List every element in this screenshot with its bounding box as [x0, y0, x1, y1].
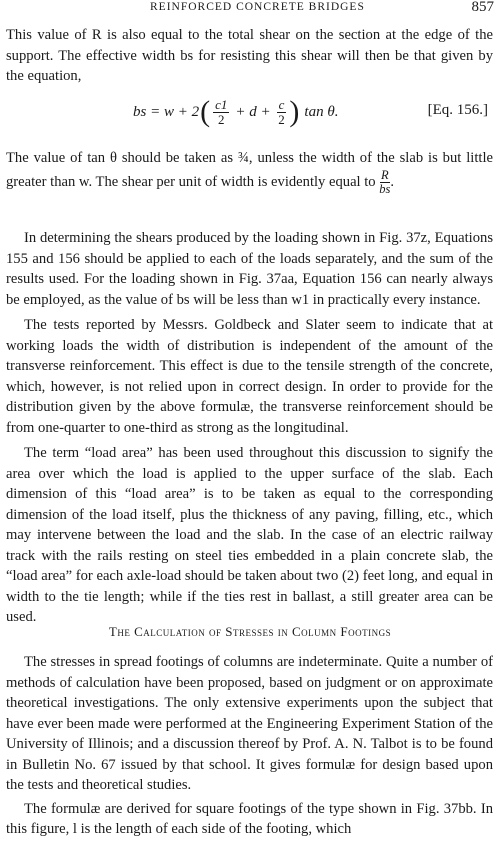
paragraph: The tests reported by Messrs. Goldbeck and Slater seem to indicate that at working loads the width of distribution is independent of the amount of the transverse reinforcement. This effect is due to the tensile strength of the concrete, which, however, is not relied upon in correct design. In order to provide for the distribution given by the above formulæ, the transverse reinforcement should be from one-quarter to one-third as strong as the longitudinal.: [6, 317, 493, 436]
fraction-r-over-bs: [379, 169, 390, 196]
paragraph: In determining the shears produced by the loading shown in Fig. 37z, Equations 155 and 156 should be applied to each of the loads separately, and the sum of the results used. For the loading shown in Fig. 37aa, Equation 156 can nearly always be employed, as the value of bs will be less than w1 in practically every instance.: [6, 230, 493, 308]
fraction-denominator: 2: [217, 111, 225, 127]
paragraph: The term “load area” has been used throughout this discussion to signify the area over which the load is applied to the upper surface of the slab. Each dimension of this “load area” is to be taken as equal to the corresponding dimension of the load itself, plus the thickness of any paving, filling, etc., which may intervene between the load and the slab. In the case of an electric railway track with the rails resting on steel ties embedded in a plain concrete slab, the “load area” for each axle-load should be taken about two (2) feet long, and equal in width to the tie length; while if the ties rest in ballast, a still greater area can be used.: [6, 445, 493, 625]
equation-156: [0, 88, 500, 136]
section-heading: The Calculation of Stresses in Column Footings: [108, 624, 392, 639]
open-paren: (: [200, 95, 211, 128]
tan-paragraph: [6, 148, 493, 196]
equation-tail: tan θ.: [304, 103, 339, 120]
paragraph-end: .: [390, 173, 395, 190]
main-paragraphs: [6, 228, 493, 628]
paragraph: The stresses in spread footings of columns are indeterminate. Quite a number of methods of calculation have been proposed, based on judgment or on approximate theoretical investigations. The only extensive experiments upon the subject that have ever been made were performed at the Engineering Experiment Station of the University of Illinois; and a discussion thereof by Prof. A. N. Talbot is to be found in Bulletin No. 67 issued by that school. It gives formulæ for design based upon the tests and theoretical studies.: [6, 654, 493, 793]
paragraph: This value of R is also equal to the total shear on the section at the edge of the support. The effective width bs for resisting this shear will then be that given by the equation,: [6, 27, 493, 84]
fraction-c-over-2: [277, 98, 287, 127]
fraction-denominator: bs: [379, 181, 391, 196]
close-paren: ): [289, 95, 300, 128]
page-number: 857: [471, 0, 494, 15]
fraction-c1-over-2: [213, 98, 229, 127]
paragraph: The formulæ are derived for square footings of the type shown in Fig. 37bb. In this figure, l is the length of each side of the footing, which: [6, 800, 493, 837]
equation-label: [Eq. 156.]: [427, 102, 488, 118]
fraction-numerator: R: [381, 167, 389, 182]
running-title: REINFORCED CONCRETE BRIDGES: [150, 1, 365, 13]
intro-paragraph-block: [6, 25, 493, 87]
fraction-numerator: c1: [215, 96, 228, 112]
equation-middle: + d +: [235, 103, 271, 120]
section-paragraphs: [6, 652, 493, 840]
equation-lhs: bs = w + 2: [133, 103, 200, 120]
paragraph-text: The value of tan θ should be taken as ¾, unless the width of the slab is but little greater than w. The shear per unit of width is evidently equal to: [6, 150, 493, 190]
equation-body: [133, 88, 338, 136]
fraction-numerator: c: [278, 96, 285, 112]
page-header: [0, 0, 500, 18]
fraction-denominator: 2: [278, 111, 285, 127]
